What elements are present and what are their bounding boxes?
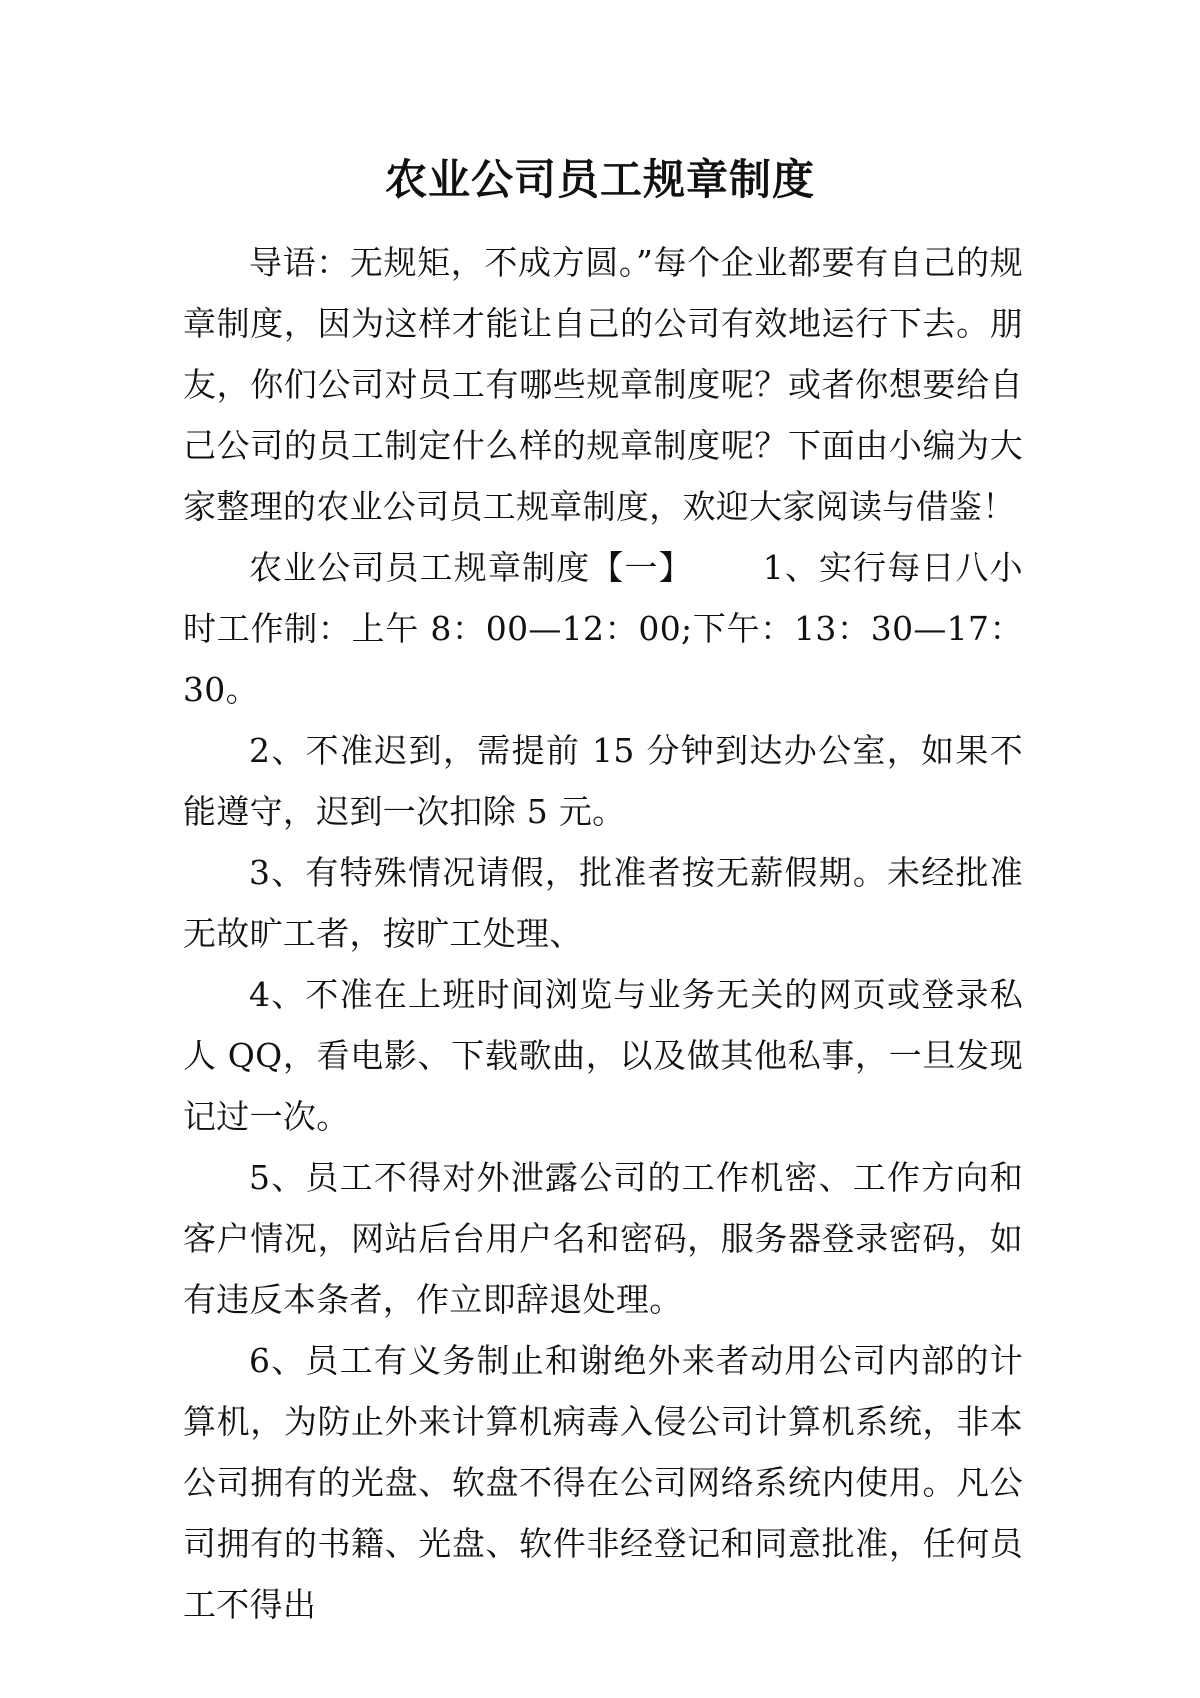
document-title: 农业公司员工规章制度 [384,155,815,204]
rule-item-3: 3、有特殊情况请假，批准者按无薪假期。未经批准无故旷工者，按旷工处理、 [183,853,1023,953]
rule-item-5: 5、员工不得对外泄露公司的工作机密、工作方向和客户情况，网站后台用户名和密码，服务器登录密码，如有违反本条者，作立即辞退处理。 [183,1158,1023,1319]
document-body [183,232,1023,1635]
rule-item-4: 4、不准在上班时间浏览与业务无关的网页或登录私人 QQ，看电影、下载歌曲，以及做其他私事，一旦发现记过一次。 [183,975,1023,1136]
intro-paragraph: 导语：无规矩，不成方圆。”每个企业都要有自己的规章制度，因为这样才能让自己的公司有效地运行下去。朋友，你们公司对员工有哪些规章制度呢？或者你想要给自己公司的员工制定什么样的规章制度呢？下面由小编为大家整理的农业公司员工规章制度，欢迎大家阅读与借鉴！ [183,243,1023,526]
section-heading: 农业公司员工规章制度【一】 [249,548,693,587]
section-one-paragraph [183,537,1023,720]
rule-item-2: 2、不准迟到，需提前 15 分钟到达办公室，如果不能遵守，迟到一次扣除 5 元。 [183,731,1023,831]
rule-item-1-rest: 工作制：上午 8：00—12：00;下午：13：30—17：30。 [183,609,1023,709]
rule-item-6: 6、员工有义务制止和谢绝外来者动用公司内部的计算机，为防止外来计算机病毒入侵公司计算机系统，非本公司拥有的光盘、软盘不得在公司网络系统内使用。凡公司拥有的书籍、光盘、软件非经登记和同意批准，任何员工不得出 [183,1341,1023,1624]
rule-item-1-start: 1、实行每日八小时 [183,548,1023,648]
